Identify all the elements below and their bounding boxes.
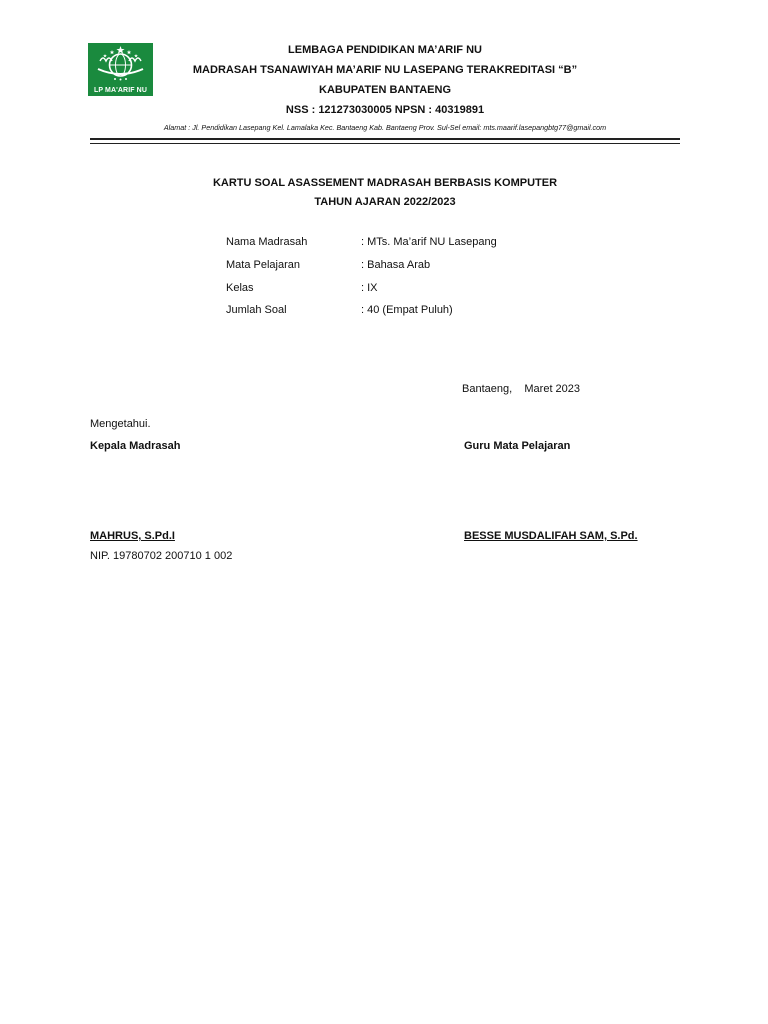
place-date: Bantaeng, Maret 2023 [462, 383, 581, 395]
document-title: KARTU SOAL ASASSEMENT MADRASAH BERBASIS KOMPUTER [212, 177, 558, 189]
info-value-kelas: : IX [361, 282, 378, 294]
info-value-nama-madrasah: : MTs. Ma’arif NU Lasepang [361, 236, 497, 248]
acknowledge-label: Mengetahui. [90, 418, 151, 430]
academic-year: TAHUN AJARAN 2022/2023 [314, 196, 456, 208]
info-label-jumlah-soal: Jumlah Soal [226, 304, 287, 316]
info-label-kelas: Kelas [226, 282, 254, 294]
logo-caption: LP MA'ARIF NU [93, 87, 147, 94]
school-id-numbers: NSS : 121273030005 NPSN : 40319891 [285, 104, 485, 116]
info-value-jumlah-soal: : 40 (Empat Puluh) [361, 304, 453, 316]
right-signatory-role: Guru Mata Pelajaran [464, 440, 571, 452]
info-label-nama-madrasah: Nama Madrasah [226, 236, 308, 248]
left-signatory-name: MAHRUS, S.Pd.I [90, 530, 175, 542]
regency-name: KABUPATEN BANTAENG [319, 84, 451, 96]
left-signatory-role: Kepala Madrasah [90, 440, 181, 452]
institution-name: LEMBAGA PENDIDIKAN MA’ARIF NU [288, 44, 482, 56]
info-value-mata-pelajaran: : Bahasa Arab [361, 259, 431, 271]
left-signatory-nip: NIP. 19780702 200710 1 002 [90, 550, 233, 562]
header-divider-thick [90, 138, 680, 140]
right-signatory-name: BESSE MUSDALIFAH SAM, S.Pd. [464, 530, 638, 542]
school-name: MADRASAH TSANAWIYAH MA’ARIF NU LASEPANG TERAKREDITASI “B” [192, 64, 578, 76]
info-label-mata-pelajaran: Mata Pelajaran [226, 259, 300, 271]
header-divider-thin [90, 143, 680, 144]
school-address: Alamat : Jl. Pendidikan Lasepang Kel. Lamalaka Kec. Bantaeng Kab. Bantaeng Prov. Sul-Sel email: mts.maarif.lasepangbtg77@gmail.com [163, 123, 607, 132]
